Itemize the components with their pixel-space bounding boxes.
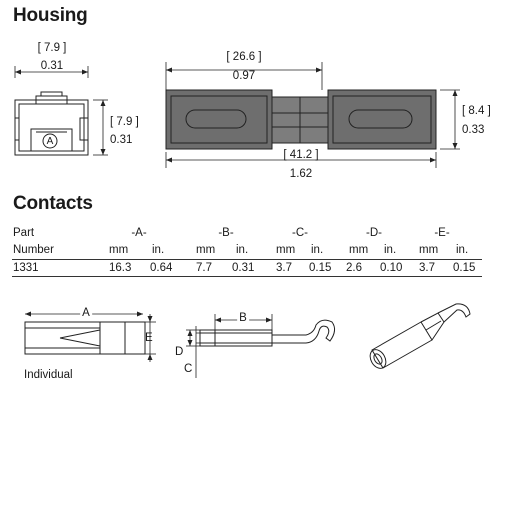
table-unit-d-mm: mm (349, 244, 369, 256)
contact-caption-individual: Individual (24, 369, 73, 381)
table-rule-bottom (12, 276, 482, 277)
contact-label-d: D (175, 346, 184, 358)
table-group-e: -E- (434, 227, 450, 239)
table-group-b: -B- (218, 227, 234, 239)
front-height-dimension (93, 100, 108, 155)
side-overall-length-in: 1.62 (289, 168, 313, 180)
table-rule-top (12, 259, 482, 260)
contact-isometric-view (367, 304, 470, 371)
table-cell-e-in: 0.15 (453, 262, 476, 274)
contact-label-a: A (82, 307, 90, 319)
front-height-in: 0.31 (110, 134, 133, 146)
front-height-mm: [ 7.9 ] (110, 116, 139, 128)
contacts-title: Contacts (13, 193, 93, 214)
table-cell-a-in: 0.64 (150, 262, 173, 274)
contact-barrel-view (186, 314, 335, 378)
front-width-in: 0.31 (40, 60, 64, 72)
table-header-number: Number (13, 244, 54, 256)
table-cell-b-in: 0.31 (232, 262, 255, 274)
table-cell-c-in: 0.15 (309, 262, 332, 274)
contact-label-c: C (184, 363, 193, 375)
table-unit-a-in: in. (152, 244, 165, 256)
side-height-in: 0.33 (462, 124, 485, 136)
table-cell-d-in: 0.10 (380, 262, 403, 274)
table-cell-a-mm: 16.3 (109, 262, 132, 274)
table-row-part-number: 1331 (13, 262, 39, 274)
table-cell-b-mm: 7.7 (196, 262, 212, 274)
table-unit-b-in: in. (236, 244, 249, 256)
side-body-length-mm: [ 26.6 ] (226, 51, 262, 63)
table-header-part: Part (13, 227, 35, 239)
side-height-dimension (440, 90, 460, 149)
table-unit-e-in: in. (456, 244, 469, 256)
table-group-d: -D- (366, 227, 382, 239)
table-unit-e-mm: mm (419, 244, 439, 256)
table-unit-c-in: in. (311, 244, 324, 256)
contact-label-b: B (239, 312, 247, 324)
table-unit-c-mm: mm (276, 244, 296, 256)
table-unit-d-in: in. (384, 244, 397, 256)
side-height-mm: [ 8.4 ] (462, 105, 491, 117)
contact-label-e: E (145, 332, 153, 344)
table-cell-e-mm: 3.7 (419, 262, 435, 274)
housing-title: Housing (13, 5, 88, 26)
table-unit-b-mm: mm (196, 244, 216, 256)
side-body-length-in: 0.97 (232, 70, 256, 82)
front-width-mm: [ 7.9 ] (37, 42, 67, 54)
side-overall-length-mm: [ 41.2 ] (283, 149, 319, 161)
table-group-c: -C- (292, 227, 308, 239)
housing-side-view (166, 90, 436, 149)
housing-marking: A (46, 136, 54, 147)
table-cell-c-mm: 3.7 (276, 262, 292, 274)
table-group-a: -A- (131, 227, 147, 239)
table-cell-d-mm: 2.6 (346, 262, 362, 274)
table-unit-a-mm: mm (109, 244, 129, 256)
